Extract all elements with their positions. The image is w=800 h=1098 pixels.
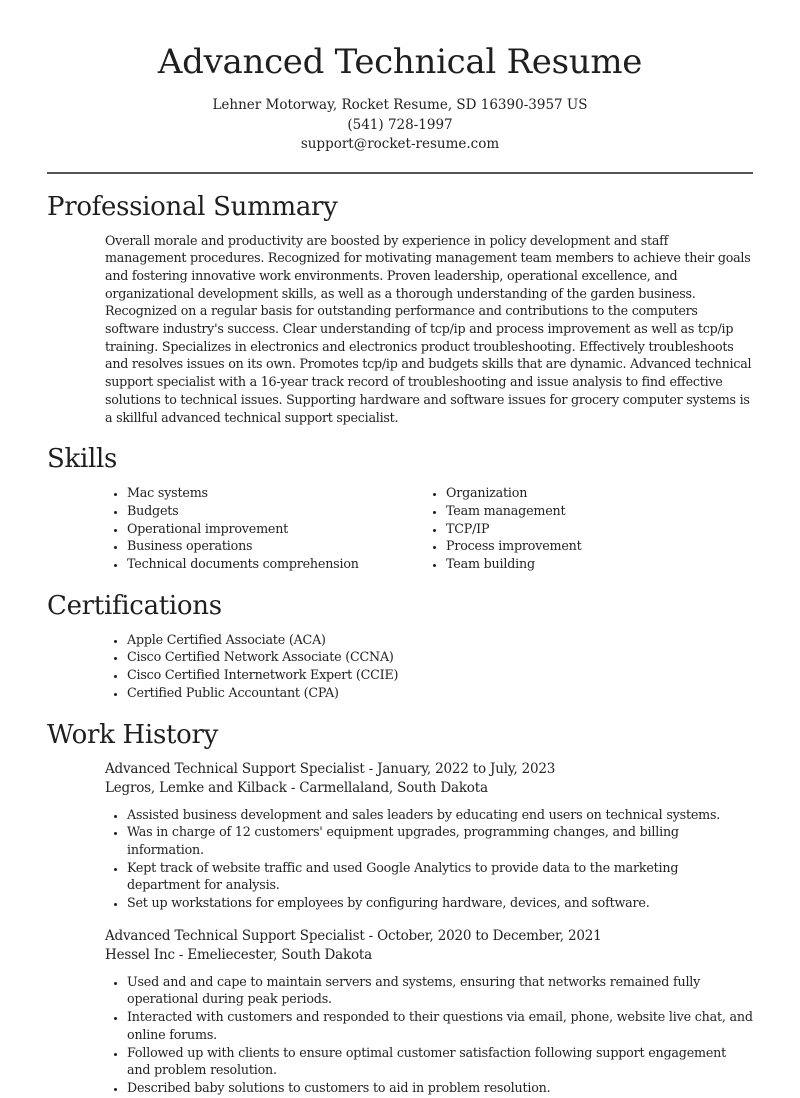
responsibility-item: • Followed up with clients to ensure optimal customer satisfaction following support engagement and problem resolution. [127, 1044, 753, 1079]
skills-right-column [366, 484, 685, 573]
responsibility-item: • Described baby solutions to customers to aid in problem resolution. [127, 1079, 753, 1097]
responsibility-item: • Assisted business development and sales leaders by educating end users on technical systems. [127, 806, 753, 824]
skill-item: • Technical documents comprehension [127, 555, 366, 573]
responsibility-item: • Was in charge of 12 customers' equipment upgrades, programming changes, and billing information. [127, 823, 753, 858]
skill-item: • Budgets [127, 502, 366, 520]
address: Lehner Motorway, Rocket Resume, SD 16390-3957 US [212, 97, 588, 113]
skill-item: • Process improvement [446, 537, 685, 555]
phone: (541) 728-1997 [347, 116, 453, 133]
responsibility-item: • Used and and cape to maintain servers and systems, ensuring that networks remained fully operational during peak periods. [127, 973, 753, 1008]
responsibility-item: • Interacted with customers and responded to their questions via email, phone, website live chat, and online forums. [127, 1008, 753, 1043]
skill-item: • Organization [446, 484, 685, 502]
resume-title: Advanced Technical Resume [157, 42, 643, 82]
skills-section [47, 442, 753, 573]
skills-columns [47, 484, 753, 573]
contact-info [47, 96, 753, 155]
job-entry [105, 927, 753, 1097]
certification-item: • Cisco Certified Internetwork Expert (CCIE) [127, 666, 753, 684]
work-history-section [47, 718, 753, 1097]
certification-item: • Certified Public Accountant (CPA) [127, 684, 753, 702]
skill-item: • Business operations [127, 537, 366, 555]
skill-item: • Mac systems [127, 484, 366, 502]
skill-item: • Operational improvement [127, 520, 366, 538]
section-heading: Skills [47, 444, 118, 475]
job-company-location: Hessel Inc - Emeliecester, South Dakota [105, 946, 372, 963]
email: support@rocket-resume.com [300, 136, 500, 152]
job-company-location: Legros, Lemke and Kilback - Carmellaland, South Dakota [105, 779, 488, 796]
certification-item: • Cisco Certified Network Associate (CCNA) [127, 648, 753, 666]
header-divider [47, 172, 753, 174]
section-heading: Work History [47, 719, 219, 750]
job-title-dates: Advanced Technical Support Specialist - October, 2020 to December, 2021 [105, 927, 602, 944]
job-entry [105, 760, 753, 912]
responsibility-item: • Kept track of website traffic and used Google Analytics to provide data to the marketing department for analysis. [127, 859, 753, 894]
resume-header [47, 0, 753, 155]
certifications-list [47, 631, 753, 702]
job-responsibilities [105, 973, 753, 1097]
section-heading: Certifications [47, 590, 222, 621]
skill-item: • Team management [446, 502, 685, 520]
summary-text: Overall morale and productivity are boosted by experience in policy development and staff management procedures. Recognized for motivating management team members to achieve their goals and fostering innovative work environments. Proven leadership, operational excellence, and organizational development skills, as well as a thorough understanding of the garden business. Recognized on a regular basis for outstanding performance and contributions to the computers software industry's success. Clear understanding of tcp/ip and process improvement as well as tcp/ip training. Specializes in electronics and electronics product troubleshooting. Effectively troubleshoots and resolves issues on its own. Promotes tcp/ip and budgets skills that are dynamic. Advanced technical support specialist with a 16-year track record of troubleshooting and issue analysis to find effective solutions to technical issues. Supporting hardware and software issues for grocery computer systems is a skillful advanced technical support specialist. [105, 232, 752, 425]
professional-summary-section [47, 190, 753, 427]
job-responsibilities [105, 806, 753, 912]
skill-item: • Team building [446, 555, 685, 573]
skill-item: • TCP/IP [446, 520, 685, 538]
certifications-section [47, 589, 753, 702]
section-heading: Professional Summary [47, 191, 338, 222]
certification-item: • Apple Certified Associate (ACA) [127, 631, 753, 649]
responsibility-item: • Set up workstations for employees by configuring hardware, devices, and software. [127, 894, 753, 912]
job-title-dates: Advanced Technical Support Specialist - January, 2022 to July, 2023 [105, 760, 556, 777]
skills-left-column [47, 484, 366, 573]
